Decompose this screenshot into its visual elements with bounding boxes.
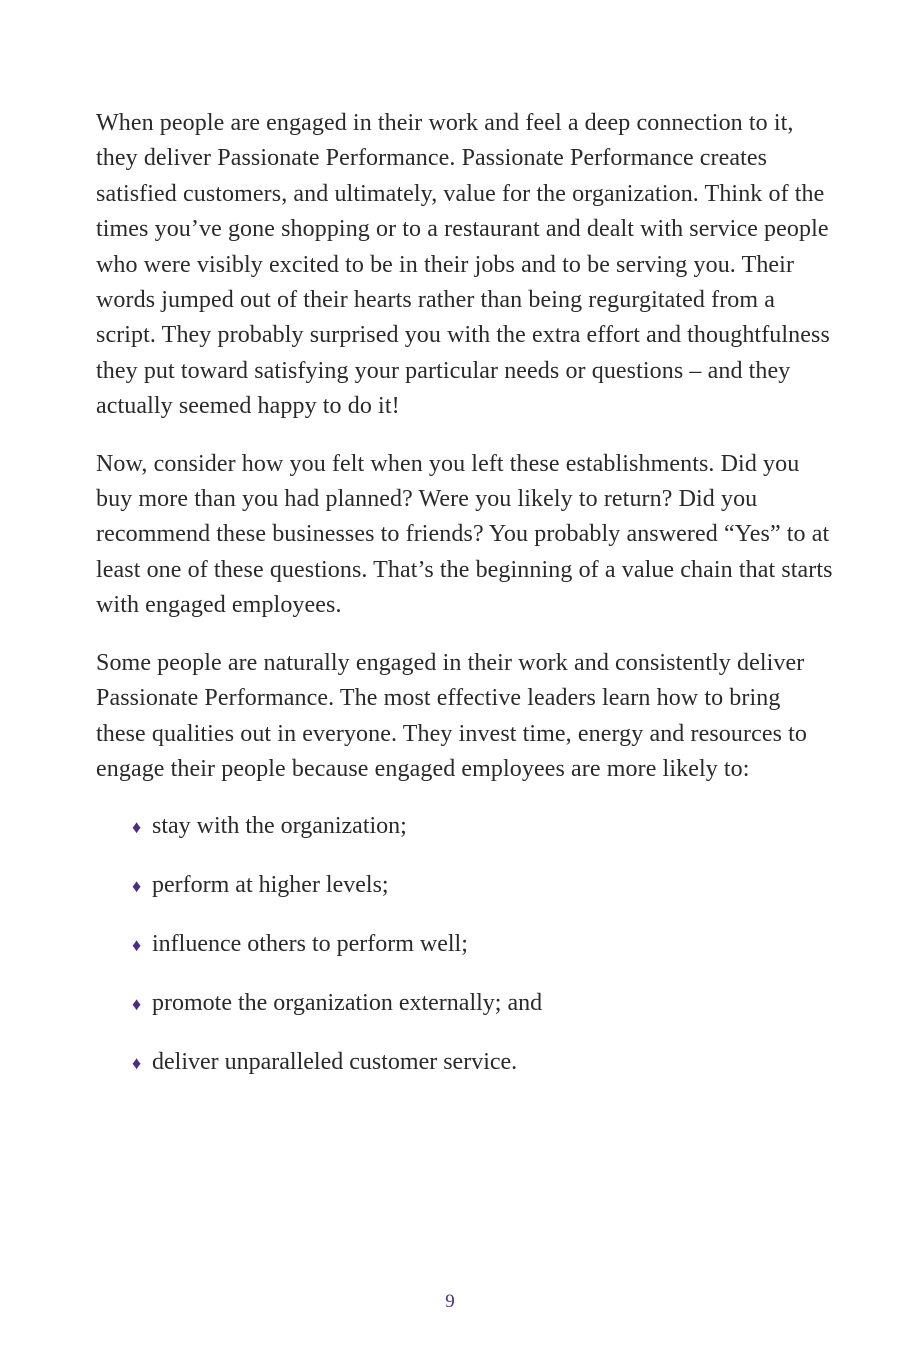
diamond-bullet-icon: ♦ [132, 817, 142, 838]
list-item-text: influence others to perform well; [152, 931, 468, 958]
diamond-bullet-icon: ♦ [132, 876, 142, 897]
paragraph-effective-leaders: Some people are naturally engaged in their work and consistently deliver Passionate Performance. The most effective leaders learn how to bring these qualities out in everyone. They invest time, energy and resources to engage their people because engaged employees are more likely to: [96, 649, 807, 782]
list-item-text: promote the organization externally; and [152, 990, 543, 1017]
page-body [96, 106, 836, 1104]
engaged-employee-benefits-list [96, 809, 836, 1081]
list-item [132, 986, 836, 1022]
diamond-bullet-icon: ♦ [132, 935, 142, 956]
list-item-text: stay with the organization; [152, 813, 407, 840]
paragraph-consider-experience: Now, consider how you felt when you left these establishments. Did you buy more than you had planned? Were you likely to return? Did you recommend these businesses to friends? You probably answered “Yes” to at least one of these questions. That’s the beginning of a value chain that starts with engaged employees. [96, 450, 833, 619]
list-item-text: perform at higher levels; [152, 872, 389, 899]
paragraph-engagement-intro: When people are engaged in their work and feel a deep connection to it, they deliver Passionate Performance. Passionate Performance creates satisfied customers, and ultimately, value for the organization. Think of the times you’ve gone shopping or to a restaurant and dealt with service people who were visibly excited to be in their jobs and to be serving you. Their words jumped out of their hearts rather than being regurgitated from a script. They probably surprised you with the extra effort and thoughtfulness they put toward satisfying your particular needs or questions – and they actually seemed happy to do it! [96, 110, 830, 420]
page-number: 9 [445, 1291, 455, 1312]
list-item [132, 868, 836, 904]
list-item [132, 927, 836, 963]
diamond-bullet-icon: ♦ [132, 1053, 142, 1074]
list-item-text: deliver unparalleled customer service. [152, 1049, 518, 1076]
diamond-bullet-icon: ♦ [132, 994, 142, 1015]
list-item [132, 1045, 836, 1081]
list-item [132, 809, 836, 845]
